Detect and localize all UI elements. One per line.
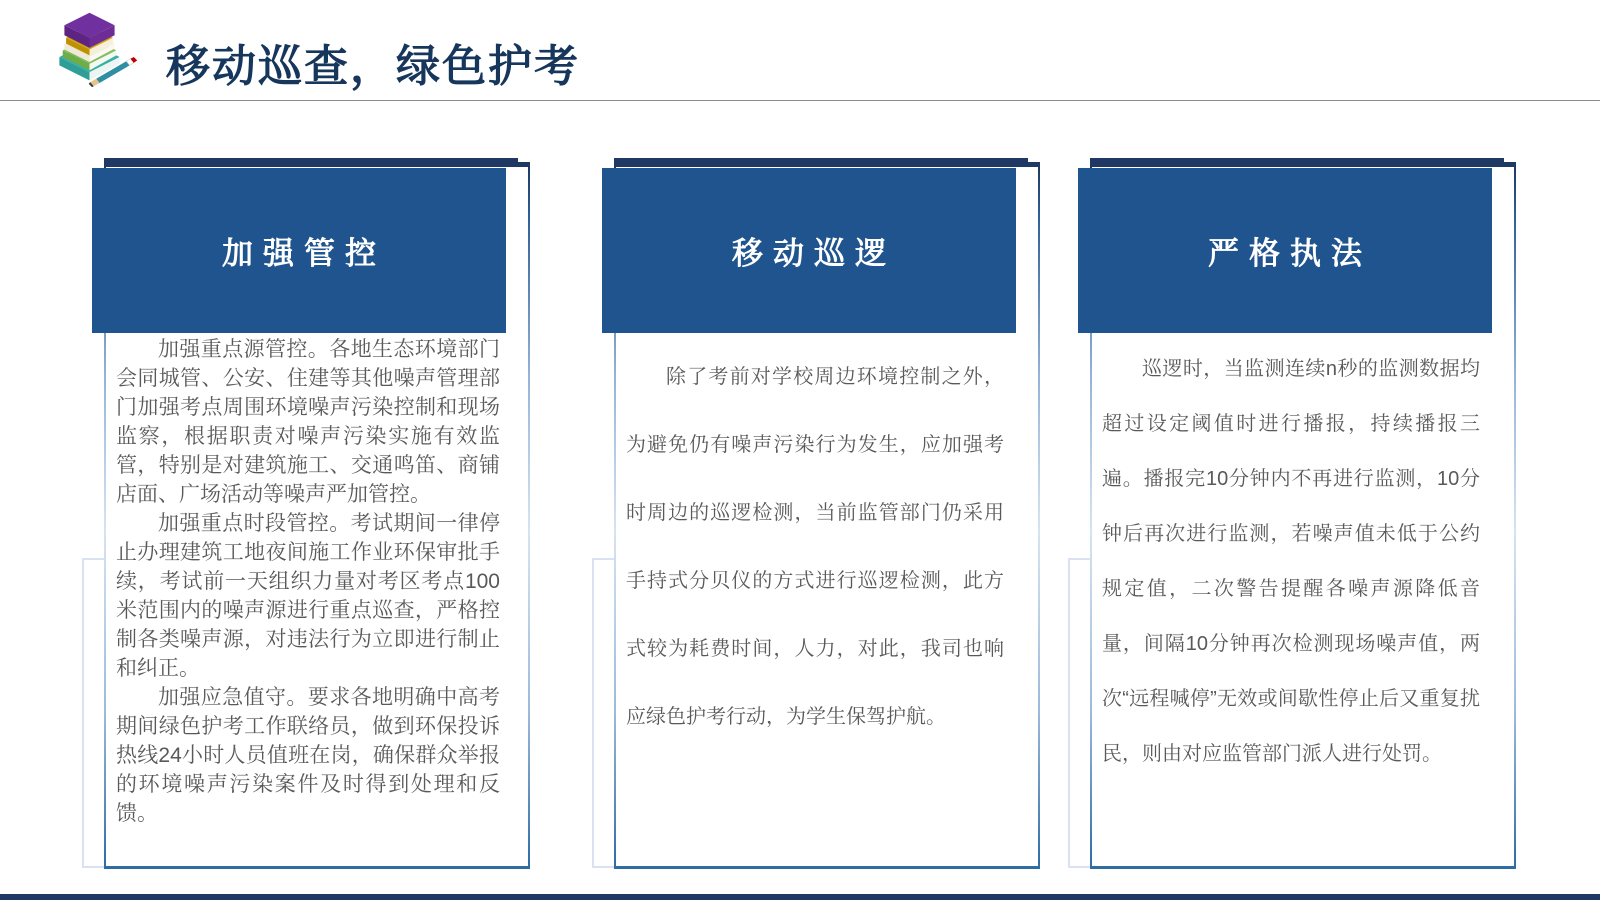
header-divider — [0, 100, 1600, 101]
column-header-label: 加强管控 — [222, 236, 386, 271]
column-body — [626, 343, 1004, 751]
body-paragraph: 加强应急值守。要求各地明确中高考期间绿色护考工作联络员，做到环保投诉热线24小时人员值班在岗，确保群众举报的环境噪声污染案件及时得到处理和反馈。 — [116, 686, 500, 825]
body-paragraph: 除了考前对学校周边环境控制之外，为避免仍有噪声污染行为发生，应加强考时周边的巡逻检测，当前监管部门仍采用手持式分贝仪的方式进行巡逻检测，此方式较为耗费时间，人力，对此，我司也响应绿色护考行动，为学生保驾护航。 — [626, 366, 1004, 728]
column-mobile-patrol — [602, 158, 1016, 870]
column-body — [116, 335, 500, 828]
column-strengthen-control — [92, 158, 506, 870]
column-header-label: 移动巡逻 — [732, 236, 896, 271]
column-header — [1078, 168, 1492, 333]
column-header — [602, 168, 1016, 333]
column-strict-enforcement — [1078, 158, 1492, 870]
bottom-accent-bar — [0, 894, 1600, 900]
books-stack-icon — [46, 8, 138, 96]
body-paragraph: 加强重点源管控。各地生态环境部门会同城管、公安、住建等其他噪声管理部门加强考点周围环境噪声污染控制和现场监察，根据职责对噪声污染实施有效监管，特别是对建筑施工、交通鸣笛、商铺店面、广场活动等噪声严加管控。 — [116, 338, 500, 506]
column-body — [1102, 342, 1480, 782]
column-header-label: 严格执法 — [1208, 236, 1372, 271]
body-paragraph: 巡逻时，当监测连续n秒的监测数据均超过设定阈值时进行播报，持续播报三遍。播报完10分钟内不再进行监测，10分钟后再次进行监测，若噪声值未低于公约规定值，二次警告提醒各噪声源降低音量，间隔10分钟再次检测现场噪声值，两次“远程喊停”无效或间歇性停止后又重复扰民，则由对应监管部门派人进行处罚。 — [1102, 358, 1480, 765]
body-paragraph: 加强重点时段管控。考试期间一律停止办理建筑工地夜间施工作业环保审批手续，考试前一天组织力量对考区考点100米范围内的噪声源进行重点巡查，严格控制各类噪声源，对违法行为立即进行制止和纠正。 — [116, 512, 500, 680]
page-title: 移动巡查，绿色护考 — [166, 42, 580, 91]
column-header — [92, 168, 506, 333]
